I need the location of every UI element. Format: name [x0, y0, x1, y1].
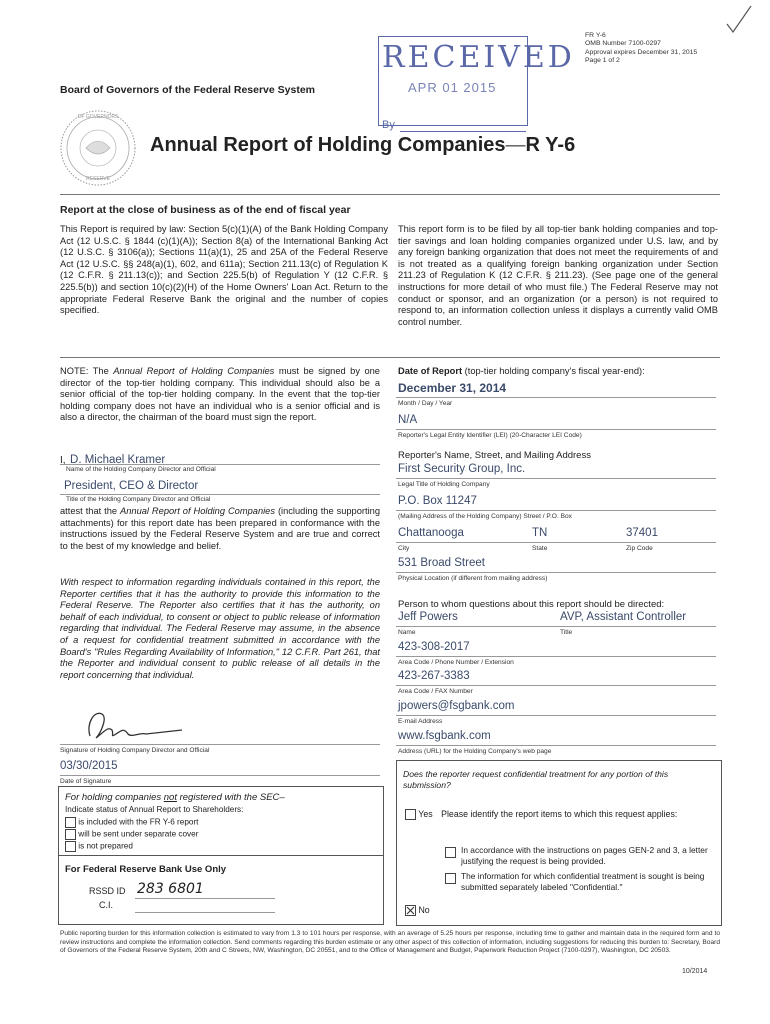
fed-seal [58, 108, 138, 188]
burden-text: Public reporting burden for this information collection is estimated to vary from 1.3 to 101 hours per response, with an average of 5.25 hours per response, including time to gather and maintain data in the required form and to review instructions and complete the information collection. Send comments regarding this burden estimate or any other aspect of this collection of information, including suggestions for reducing this burden to: Secretary, Board of Governors of the Federal Reserve System, 20th and C Streets, NW, Washington, DC 20551, and to the Office of Management and Budget, Paperwork Reduction Project (7100-0297), Washington, DC 20503. [60, 930, 720, 955]
note-rest: must be signed by one director of the top-tier holding company. This individual should also be a senior official of the top-tier holding company. In the event that the top-tier holding company does not have an individual who is a senior official and is also a director, the chairman of the board must sign the report. [60, 366, 380, 423]
contact-name[interactable]: Jeff Powers [398, 611, 458, 623]
city-caption: City [398, 545, 410, 552]
no-checkbox-checked[interactable] [405, 905, 416, 916]
sec-not-prepared-checkbox[interactable] [65, 841, 76, 852]
form-revision: 10/2014 [682, 968, 708, 975]
director-name-caption: Name of the Holding Company Director and Official [66, 466, 216, 473]
opt2-checkbox[interactable] [445, 873, 456, 884]
sec-option-included[interactable] [65, 817, 198, 828]
physical-caption: Physical Location (if different from mailing address) [398, 575, 548, 582]
sec-title-a: For holding companies [65, 792, 164, 803]
confidential-no[interactable] [405, 905, 430, 916]
lei-caption: Reporter's Legal Entity Identifier (LEI) (20-Character LEI Code) [398, 432, 582, 439]
omb-number: OMB Number 7100-0297 [585, 40, 661, 48]
yes-checkbox[interactable] [405, 809, 416, 820]
fed-use-title: For Federal Reserve Bank Use Only [65, 864, 227, 875]
phone-line [396, 656, 716, 657]
checkmark-icon [725, 4, 753, 34]
ci-line [135, 912, 275, 913]
email-line [396, 715, 716, 716]
seal-bottom-text: RESERVE [86, 176, 110, 182]
stamp-date: APR 01 2015 [408, 80, 497, 95]
signature-date[interactable]: 03/30/2015 [60, 760, 118, 772]
checkbox-x-icon [406, 906, 415, 915]
opt1-label: In accordance with the instructions on pages GEN-2 and 3, a letter justifying the request is being provided. [461, 845, 708, 866]
sec-status-box [58, 786, 384, 856]
report-date-value[interactable]: December 31, 2014 [398, 381, 507, 395]
note-prefix: NOTE: The [60, 366, 114, 376]
consent-text: With respect to information regarding individuals contained in this report, the Reporter certifies that it has the authority to provide this information to the Federal Reserve. The Reporter also certifies that it has the authority, on behalf of each individual, to consent or object to public release of information regarding that individual. The Federal Reserve may assume, in the absence of a request for confidential treatment submitted in accordance with the Board's "Rules Regarding Availability of Information," 12 C.F.R. Part 261, that the Reporter and individual consent to public release of all details in the report concerning that individual. [60, 577, 380, 680]
contact-phone[interactable]: 423-308-2017 [398, 641, 470, 653]
report-date-bold: Date of Report [398, 366, 463, 376]
legal-title[interactable]: First Security Group, Inc. [398, 463, 526, 475]
ci-label: C.I. [99, 900, 114, 910]
signature-line [60, 744, 380, 745]
sec-option-not-prepared-label: is not prepared [78, 841, 133, 851]
confidential-yes[interactable] [405, 809, 719, 820]
agency-name: Board of Governors of the Federal Reserve System [60, 84, 315, 96]
zip-value[interactable]: 37401 [626, 527, 658, 539]
sec-box-subtitle: Indicate status of Annual Report to Shareholders: [65, 805, 244, 814]
mailing-address[interactable]: P.O. Box 11247 [398, 495, 477, 507]
form-id-block [585, 32, 697, 66]
yes-text: Please identify the report items to which this request applies: [441, 809, 678, 819]
report-date-caption: Month / Day / Year [398, 400, 453, 407]
fed-use-box [58, 854, 384, 925]
sec-option-separate[interactable] [65, 829, 198, 840]
contact-email[interactable]: jpowers@fsgbank.com [398, 700, 515, 712]
director-title-line [60, 494, 380, 495]
contact-url[interactable]: www.fsgbank.com [398, 730, 491, 742]
attest-text [60, 506, 380, 552]
director-title-caption: Title of the Holding Company Director and Official [66, 496, 211, 503]
filer-text: This report form is to be filed by all top-tier bank holding companies and top-tier savings and loan holding companies organized under U.S. law, and by any foreign banking organization that does not meet the requirements of and is not treated as a qualifying foreign banking organization under Section 211.23 of Regulation K (12 C.F.R. § 211.23). (See page one of the general instructions for more detail of who must file.) The Federal Reserve may not conduct or sponsor, and an organization (or a person) is not required to respond to, an information collection unless it displays a currently valid OMB control number. [398, 224, 718, 327]
form-title: Annual Report of Holding Companies [150, 134, 506, 156]
i-label: I, [60, 455, 66, 466]
signature-caption: Signature of Holding Company Director and Official [60, 747, 210, 754]
seal-top-text: OF GOVERNORS [77, 114, 119, 120]
contact-name-line [396, 626, 716, 627]
state-caption: State [532, 545, 548, 552]
phone-caption: Area Code / Phone Number / Extension [398, 659, 514, 666]
director-name-line [60, 464, 380, 465]
form-title-row [150, 134, 575, 157]
legal-title-line [396, 478, 716, 479]
legal-title-caption: Legal Title of Holding Company [398, 481, 490, 488]
sec-box-title [65, 792, 285, 803]
mailing-line [396, 510, 716, 511]
note-italic: Annual Report of Holding Companies [113, 366, 275, 376]
contact-title[interactable]: AVP, Assistant Controller [560, 611, 687, 623]
report-heading: Report at the close of business as of the end of fiscal year [60, 204, 351, 216]
rssd-value[interactable]: 283 6801 [137, 881, 204, 897]
stamp-received-text: RECEIVED [382, 40, 575, 75]
form-id: FR Y-6 [585, 32, 606, 39]
handwritten-signature [82, 704, 192, 746]
signature-date-caption: Date of Signature [60, 778, 112, 785]
rssd-label: RSSD ID [89, 886, 126, 896]
contact-heading: Person to whom questions about this report should be directed: [398, 599, 665, 610]
confidential-question: Does the reporter request confidential treatment for any portion of this submission? [403, 769, 669, 790]
section-rule [60, 357, 720, 358]
sec-option-not-prepared[interactable] [65, 841, 133, 852]
header-rule [60, 194, 720, 195]
signature-date-line [60, 775, 380, 776]
stamp-by-label: By [382, 119, 395, 131]
sec-option-included-label: is included with the FR Y-6 report [78, 817, 199, 827]
yes-label: Yes [418, 809, 433, 819]
physical-location[interactable]: 531 Broad Street [398, 557, 485, 569]
email-caption: E-mail Address [398, 718, 443, 725]
url-line [396, 745, 716, 746]
attest-rest: (including the supporting attachments) for this report date has been prepared in conformance with the instructions issued by the Federal Reserve System and are true and correct to the best of my knowledge and belief. [60, 506, 380, 551]
rssd-line [135, 898, 275, 899]
mailing-caption: (Mailing Address of the Holding Company) Street / P.O. Box [398, 513, 572, 520]
confidential-box [396, 760, 722, 926]
attest-italic: Annual Report of Holding Companies [120, 506, 275, 516]
report-date-line [396, 397, 716, 398]
confidential-opt1[interactable] [445, 845, 715, 866]
stamp-by-line [400, 131, 526, 132]
lei-line [396, 429, 716, 430]
contact-fax[interactable]: 423-267-3383 [398, 670, 470, 682]
contact-name-caption: Name [398, 629, 416, 636]
url-caption: Address (URL) for the Holding Company's web page [398, 748, 552, 755]
contact-title-caption: Title [560, 629, 573, 636]
sec-option-separate-label: will be sent under separate cover [78, 829, 199, 839]
fax-line [396, 685, 716, 686]
no-label: No [418, 905, 430, 915]
note-text [60, 366, 380, 424]
form-title-suffix: R Y-6 [525, 134, 576, 156]
confidential-opt2[interactable] [445, 871, 715, 892]
sec-title-not: not [163, 792, 177, 803]
page-number: Page 1 of 2 [585, 57, 620, 65]
director-title[interactable]: President, CEO & Director [64, 480, 199, 492]
opt2-label: The information for which confidential treatment is sought is being submitted separately labeled "Confidential." [461, 871, 705, 892]
attest-prefix: attest that the [60, 506, 121, 516]
title-mark: — [505, 134, 526, 156]
lei-value[interactable]: N/A [398, 414, 418, 426]
approval-expiry: Approval expires December 31, 2015 [585, 48, 698, 56]
physical-line [396, 572, 716, 573]
city-line [396, 542, 716, 543]
sec-title-b: registered with the SEC– [176, 792, 285, 803]
sec-separate-checkbox[interactable] [65, 829, 76, 840]
state-value[interactable]: TN [532, 527, 548, 539]
city-value[interactable]: Chattanooga [398, 527, 464, 539]
authority-text: This Report is required by law: Section 5(c)(1)(A) of the Bank Holding Company Act (12 U.S.C. § 1844 (c)(1)(A)); Section 8(a) of the International Banking Act (12 U.S.C. § 3106(a)); Sections 11(a)(1), 25 and 25A of the Federal Reserve Act (12 U.S.C. §§ 248(a)(1), 602, and 611a); Section 211.13(c) of Regulation K (12 C.F.R. § 211.13(c)); and Section 225.5(b) of Regulation Y (12 C.F.R. § 225.5(b)) and section 10(c)(2)(H) of the Home Owners' Loan Act. Return to the appropriate Federal Reserve Bank the original and the number of copies specified. [60, 224, 388, 316]
director-name[interactable]: D. Michael Kramer [70, 454, 166, 466]
fax-caption: Area Code / FAX Number [398, 688, 473, 695]
report-date-label [398, 366, 645, 376]
zip-caption: Zip Code [626, 545, 653, 552]
reporter-heading: Reporter's Name, Street, and Mailing Address [398, 450, 591, 461]
report-date-rest: (top-tier holding company's fiscal year-end): [462, 366, 645, 376]
opt1-checkbox[interactable] [445, 847, 456, 858]
sec-included-checkbox[interactable] [65, 817, 76, 828]
